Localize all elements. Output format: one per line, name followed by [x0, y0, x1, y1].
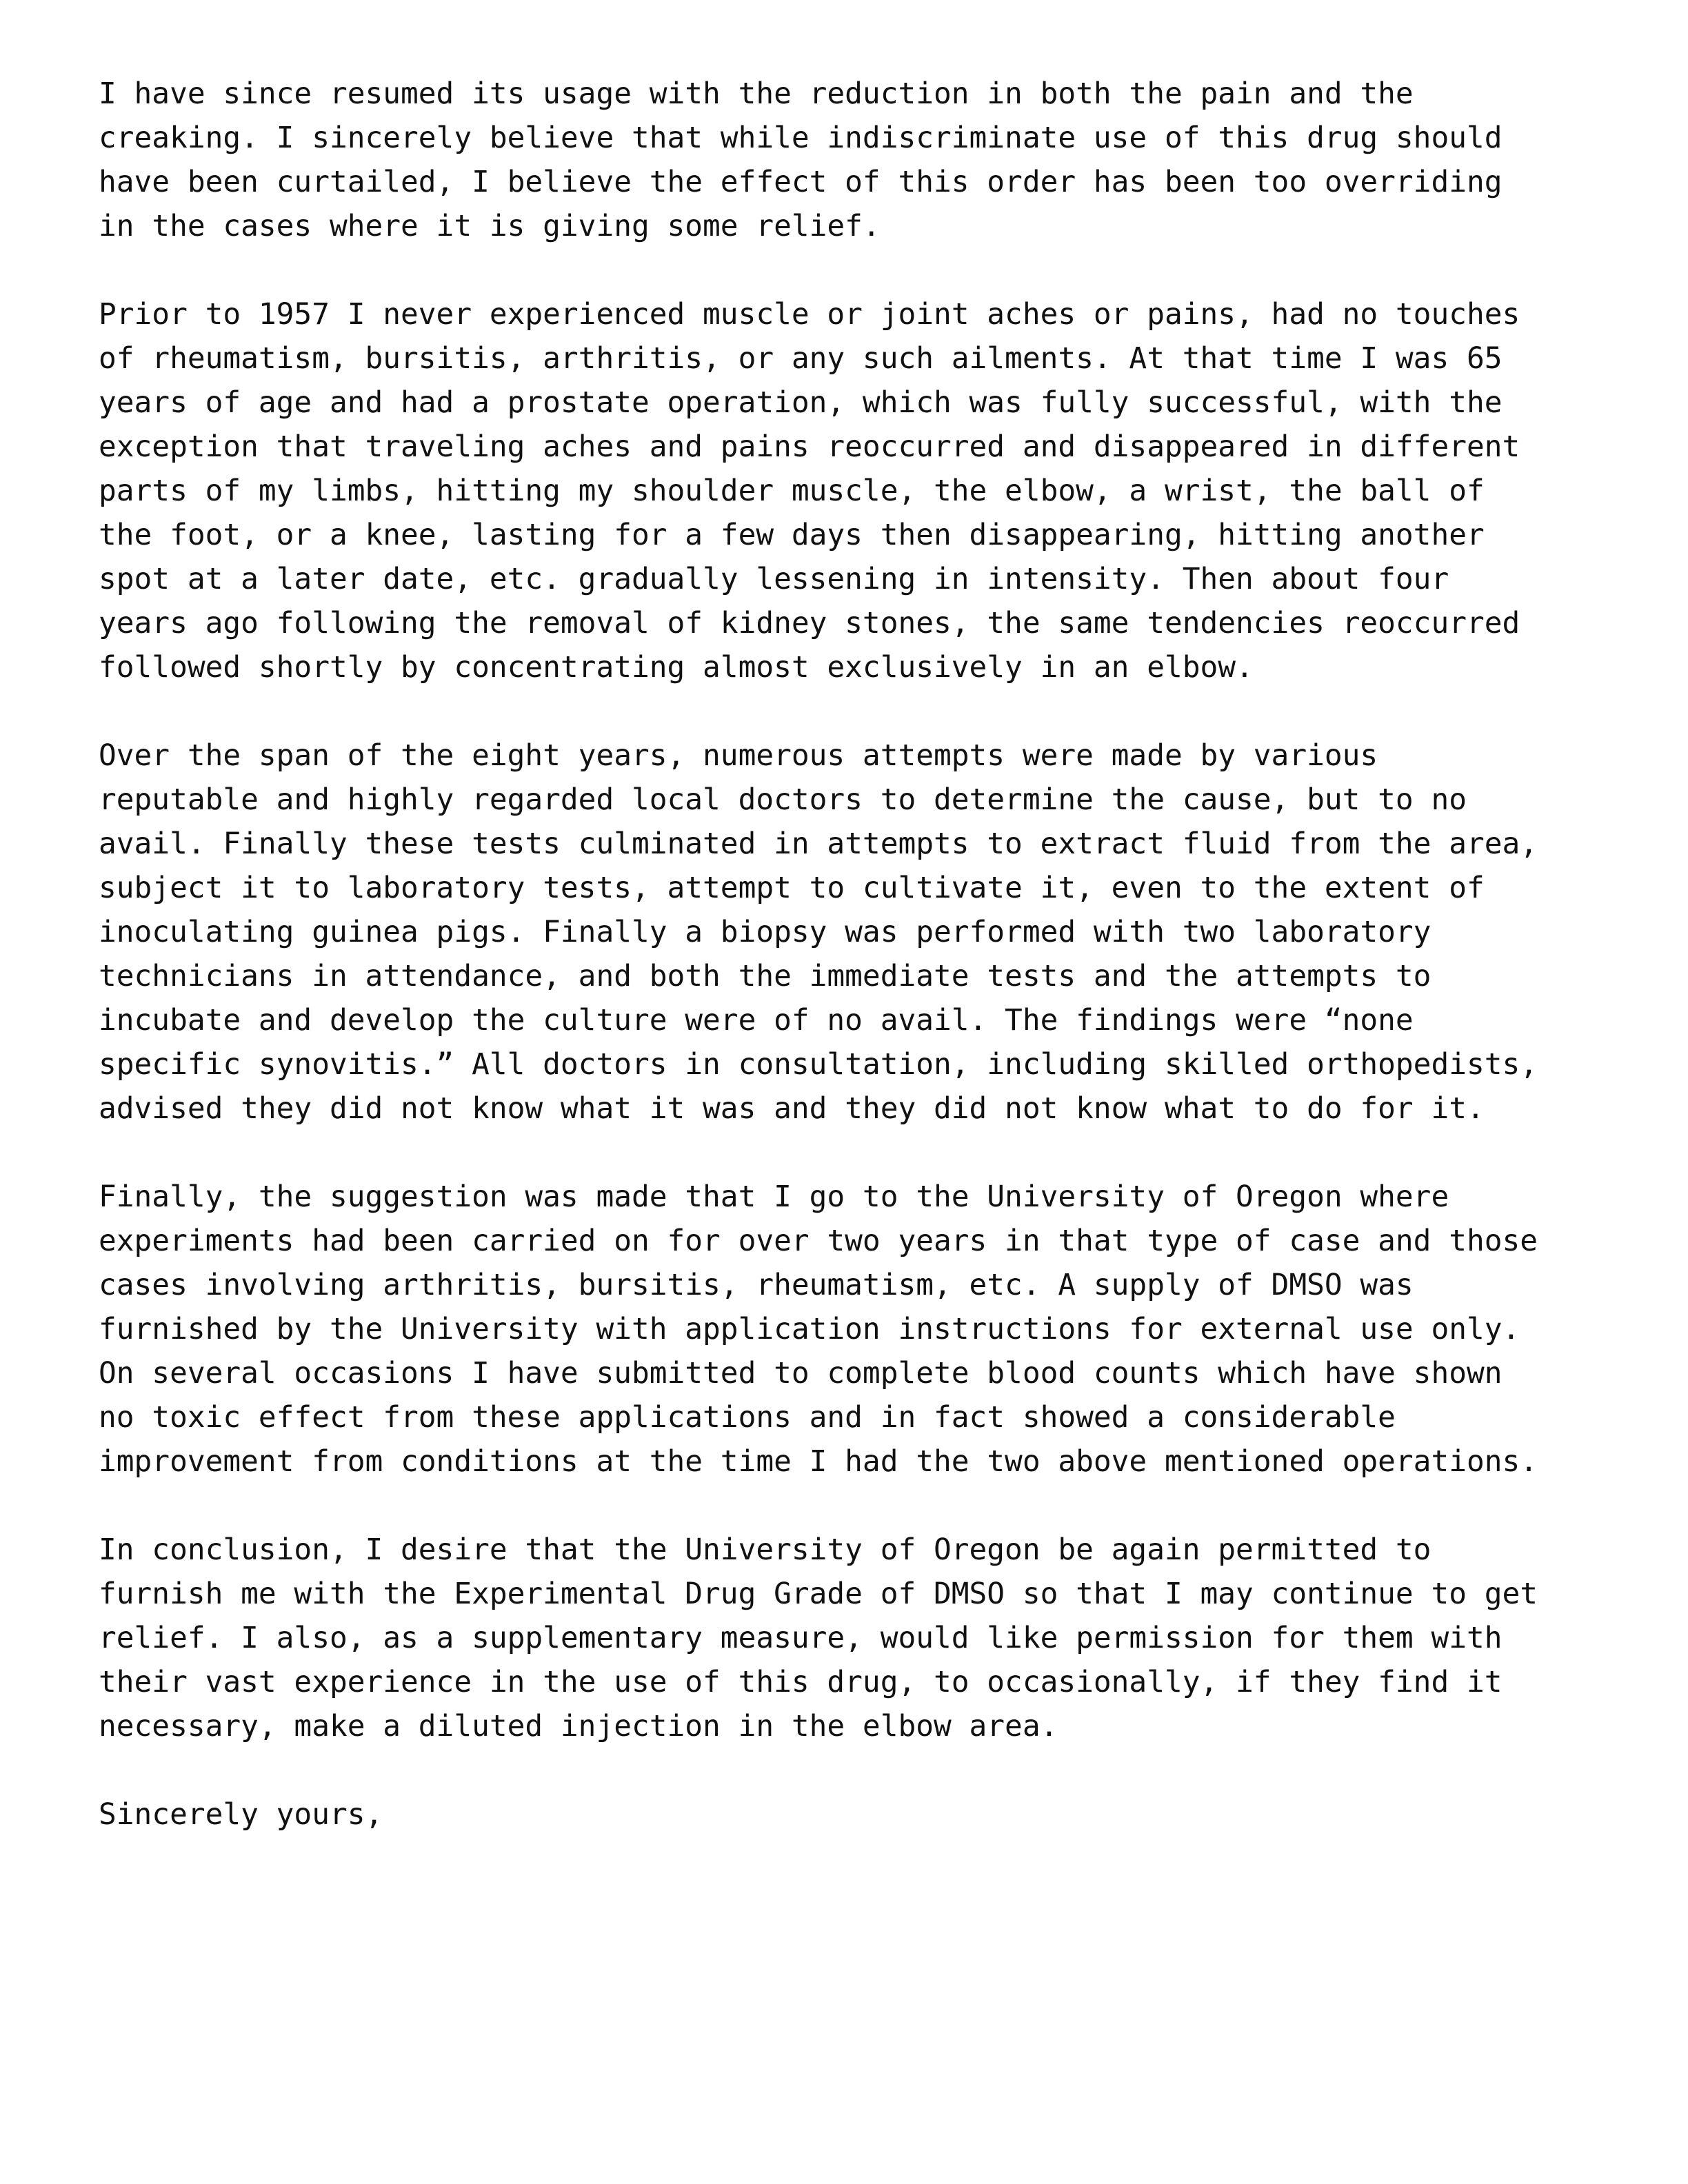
closing-text: Sincerely yours, — [99, 1797, 383, 1832]
text-line: experiments had been carried on for over two years in that type of case and those — [99, 1224, 1538, 1258]
letter-page — [99, 72, 1643, 1837]
text-line: exception that traveling aches and pains reoccurred and disappeared in different — [99, 429, 1520, 464]
text-line: cases involving arthritis, bursitis, rheumatism, etc. A supply of DMSO was — [99, 1268, 1414, 1302]
text-line: I have since resumed its usage with the reduction in both the pain and the — [99, 77, 1414, 111]
text-line: the foot, or a knee, lasting for a few days then disappearing, hitting another — [99, 518, 1485, 552]
text-line: advised they did not know what it was and they did not know what to do for it. — [99, 1091, 1485, 1126]
paragraph-conclusion — [99, 1528, 1643, 1748]
text-line: no toxic effect from these applications and in fact showed a considerable — [99, 1400, 1396, 1435]
paragraph-diagnosis-attempts — [99, 734, 1643, 1131]
text-line: specific synovitis.” All doctors in consultation, including skilled orthopedists, — [99, 1047, 1538, 1082]
text-line: creaking. I sincerely believe that while indiscriminate use of this drug should — [99, 121, 1503, 155]
text-line: On several occasions I have submitted to complete blood counts which have shown — [99, 1356, 1503, 1391]
text-line: In conclusion, I desire that the University of Oregon be again permitted to — [99, 1533, 1431, 1567]
text-line: their vast experience in the use of this drug, to occasionally, if they find it — [99, 1665, 1503, 1699]
text-line: have been curtailed, I believe the effect of this order has been too overriding — [99, 165, 1503, 199]
text-line: technicians in attendance, and both the immediate tests and the attempts to — [99, 959, 1431, 993]
text-line: years of age and had a prostate operation, which was fully successful, with the — [99, 385, 1503, 420]
text-line: improvement from conditions at the time I had the two above mentioned operations. — [99, 1444, 1538, 1479]
paragraph-resumed-usage — [99, 72, 1643, 248]
paragraph-medical-history — [99, 292, 1643, 689]
text-line: avail. Finally these tests culminated in attempts to extract fluid from the area, — [99, 827, 1538, 861]
text-line: incubate and develop the culture were of no avail. The findings were “none — [99, 1003, 1414, 1038]
text-line: spot at a later date, etc. gradually lessening in intensity. Then about four — [99, 562, 1449, 596]
text-line: of rheumatism, bursitis, arthritis, or any such ailments. At that time I was 65 — [99, 341, 1503, 376]
text-line: years ago following the removal of kidney stones, the same tendencies reoccurred — [99, 606, 1520, 640]
text-line: furnished by the University with application instructions for external use only. — [99, 1312, 1520, 1346]
text-line: parts of my limbs, hitting my shoulder muscle, the elbow, a wrist, the ball of — [99, 474, 1485, 508]
closing-salutation — [99, 1792, 1643, 1837]
text-line: followed shortly by concentrating almost exclusively in an elbow. — [99, 650, 1254, 685]
text-line: furnish me with the Experimental Drug Grade of DMSO so that I may continue to get — [99, 1577, 1538, 1611]
text-line: reputable and highly regarded local doctors to determine the cause, but to no — [99, 782, 1467, 817]
text-line: in the cases where it is giving some relief. — [99, 209, 881, 243]
text-line: necessary, make a diluted injection in the elbow area. — [99, 1709, 1058, 1743]
text-line: Prior to 1957 I never experienced muscle or joint aches or pains, had no touches — [99, 297, 1520, 332]
text-line: subject it to laboratory tests, attempt to cultivate it, even to the extent of — [99, 871, 1485, 905]
text-line: inoculating guinea pigs. Finally a biopsy was performed with two laboratory — [99, 915, 1431, 949]
text-line: Finally, the suggestion was made that I go to the University of Oregon where — [99, 1180, 1449, 1214]
paragraph-university-treatment — [99, 1175, 1643, 1484]
text-line: Over the span of the eight years, numerous attempts were made by various — [99, 738, 1378, 773]
text-line: relief. I also, as a supplementary measure, would like permission for them with — [99, 1621, 1503, 1655]
